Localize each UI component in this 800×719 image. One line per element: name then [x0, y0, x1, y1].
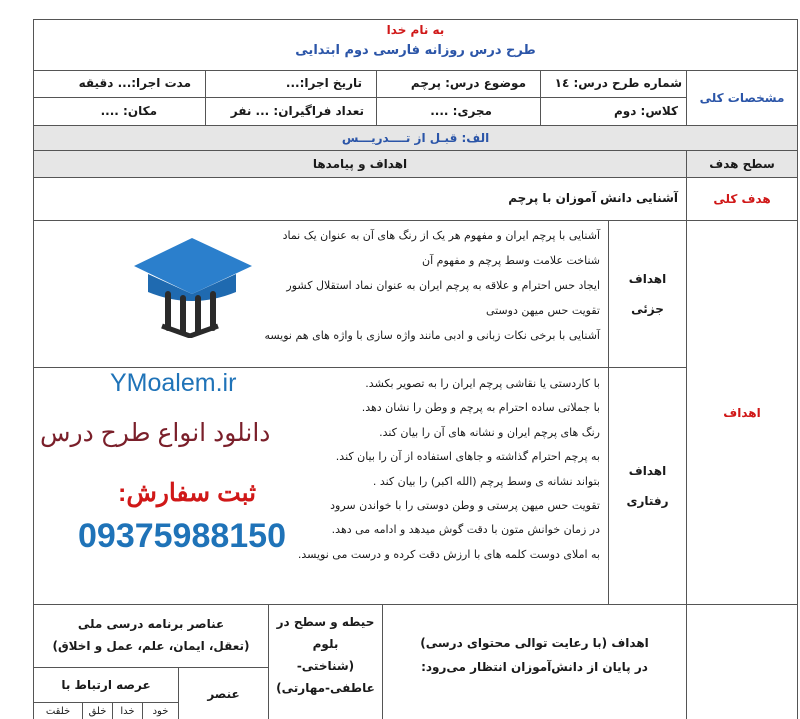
list-item: به پرچم احترام گذاشته و جاهای استفاده از آن را بیان کند. [335, 450, 600, 464]
general-goal-text: آشنایی دانش آموزان با پرچم [33, 177, 687, 221]
bloom-line1: حیطه و سطح در [276, 615, 375, 629]
bloom-header [268, 604, 383, 719]
partial-goals-label [608, 220, 687, 368]
section-a-title: الف: قبـل از تــــدریـــس [33, 125, 798, 151]
goals-sequence-line1: اهداف (با رعایت توالی محتوای درسی) [420, 636, 649, 650]
list-item: تقویت حس میهن دوستی [485, 304, 600, 317]
list-item: شناخت علامت وسط پرچم و مفهوم آن [422, 254, 600, 267]
graduation-pencil-logo [128, 228, 258, 338]
list-item: با جملاتی ساده احترام به پرچم و وطن را نشان دهد. [361, 401, 600, 415]
watermark-order: ثبت سفارش: [118, 479, 257, 507]
header-line1: به نام خدا [386, 23, 445, 37]
spec-date: تاریخ اجرا:... [205, 70, 377, 98]
list-item: ایجاد حس احترام و علاقه به پرچم ایران به عنوان نماد استقلال کشور [286, 279, 600, 292]
watermark-site: YMoalem.ir [110, 369, 237, 397]
element-header: عنصر [178, 667, 269, 719]
national-elements-line1: عناصر برنامه درسی ملی [77, 617, 225, 631]
goals-label: اهداف [686, 220, 798, 605]
list-item: رنگ های پرچم ایران و نشانه های آن را بیان کند. [379, 425, 600, 439]
partial-goals-label-line1: اهداف [628, 272, 667, 286]
header-box [33, 19, 798, 71]
watermark-download: دانلود انواع طرح درس [40, 419, 271, 447]
spec-duration: مدت اجرا:... دقیقه [33, 70, 206, 98]
spec-students: تعداد فراگیران: ... نفر [205, 97, 377, 126]
national-elements-header [33, 604, 269, 668]
bloom-line3: (شناختی- [296, 659, 355, 673]
spec-topic: موضوع درس: پرچم [376, 70, 541, 98]
bloom-line4: عاطفی-مهارتی) [276, 681, 375, 695]
list-item: آشنایی با برخی نکات زبانی و ادبی مانند واژه سازی با واژه های هم نویسه [264, 329, 600, 342]
header-title: طرح درس روزانه فارسی دوم ابتدایی [295, 43, 536, 58]
watermark-phone: 09375988150 [78, 517, 287, 555]
spec-teacher: مجری: .... [376, 97, 541, 126]
behavioral-goals-label-line1: اهداف [628, 464, 667, 478]
bottom-left-blank [686, 604, 798, 719]
relation-header: عرصه ارتباط با [33, 667, 179, 703]
bloom-line2: بلوم [312, 637, 339, 651]
partial-goals-label-line2: جزئی [631, 302, 664, 316]
partial-goals-list [33, 220, 609, 368]
relation-god: خدا [112, 702, 143, 719]
list-item: آشنایی با پرچم ایران و مفهوم هر یک از رنگ های آن به عنوان یک نماد [282, 229, 600, 242]
national-elements-line2: (تعقل، ایمان، علم، عمل و اخلاق) [52, 639, 250, 653]
list-item: با کاردستی یا نقاشی پرچم ایران را به تصویر بکشد. [365, 377, 600, 390]
outcomes-header: اهداف و پیامدها [33, 150, 687, 178]
behavioral-goals-label [608, 367, 687, 605]
relation-self: خود [142, 702, 179, 719]
behavioral-goals-label-line2: رفتاری [626, 494, 669, 508]
specs-section-label: مشخصات کلی [686, 70, 798, 126]
list-item: بتواند نشانه ی وسط پرچم (الله اکبر) را بیان کند . [372, 474, 600, 488]
list-item: در زمان خوانش متون با دقت گوش میدهد و ادامه می دهد. [331, 523, 600, 537]
list-item: به املای دوست کلمه های با ارزش دقت کرده و درست می نویسد. [297, 547, 600, 561]
spec-place: مکان: .... [33, 97, 206, 126]
general-goal-label: هدف کلی [686, 177, 798, 221]
list-item: تقویت حس میهن پرستی و وطن دوستی را با خواندن سرود [330, 499, 600, 513]
relation-people: خلق [82, 702, 113, 719]
goal-level-header: سطح هدف [686, 150, 798, 178]
goals-sequence-header [382, 604, 687, 719]
spec-class: کلاس: دوم [540, 97, 687, 126]
goals-sequence-line2: در پایان از دانش‌آموزان انتظار می‌رود: [421, 660, 648, 674]
spec-lesson-number: شماره طرح درس: ۱٤ [540, 70, 687, 98]
relation-creation: خلقت [33, 702, 83, 719]
